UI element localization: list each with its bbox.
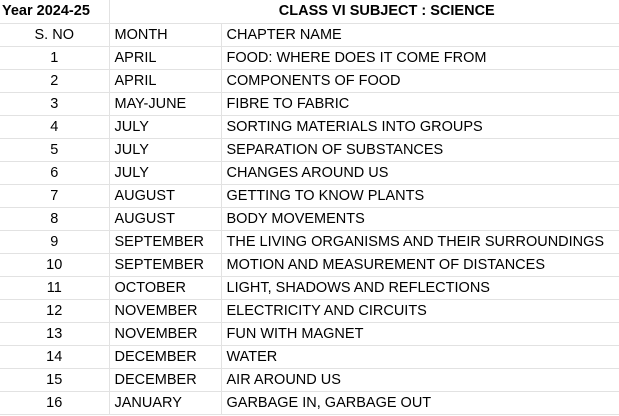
chapter-cell[interactable]: FUN WITH MAGNET <box>221 323 619 346</box>
sno-cell[interactable]: 11 <box>0 277 109 300</box>
table-row <box>0 323 619 346</box>
sno-cell[interactable]: 16 <box>0 392 109 415</box>
chapter-cell[interactable]: MOTION AND MEASUREMENT OF DISTANCES <box>221 254 619 277</box>
table-row <box>0 300 619 323</box>
sno-cell[interactable]: 2 <box>0 70 109 93</box>
month-cell[interactable]: JULY <box>109 139 221 162</box>
month-cell[interactable]: JULY <box>109 116 221 139</box>
chapter-cell[interactable]: AIR AROUND US <box>221 369 619 392</box>
month-cell[interactable]: APRIL <box>109 47 221 70</box>
chapter-cell[interactable]: SORTING MATERIALS INTO GROUPS <box>221 116 619 139</box>
column-header-chapter[interactable]: CHAPTER NAME <box>221 24 619 47</box>
column-header-sno[interactable]: S. NO <box>0 24 109 47</box>
sno-cell[interactable]: 4 <box>0 116 109 139</box>
chapter-cell[interactable]: THE LIVING ORGANISMS AND THEIR SURROUNDINGS <box>221 231 619 254</box>
sno-cell[interactable]: 5 <box>0 139 109 162</box>
month-cell[interactable]: MAY-JUNE <box>109 93 221 116</box>
month-cell[interactable]: DECEMBER <box>109 346 221 369</box>
chapter-cell[interactable]: BODY MOVEMENTS <box>221 208 619 231</box>
table-row <box>0 139 619 162</box>
table-row <box>0 369 619 392</box>
month-cell[interactable]: SEPTEMBER <box>109 231 221 254</box>
column-header-row <box>0 24 619 47</box>
month-cell[interactable]: AUGUST <box>109 208 221 231</box>
subject-title-cell[interactable]: CLASS VI SUBJECT : SCIENCE <box>109 0 619 24</box>
sno-cell[interactable]: 13 <box>0 323 109 346</box>
table-row <box>0 346 619 369</box>
month-cell[interactable]: JULY <box>109 162 221 185</box>
month-cell[interactable]: DECEMBER <box>109 369 221 392</box>
sno-cell[interactable]: 12 <box>0 300 109 323</box>
sno-cell[interactable]: 9 <box>0 231 109 254</box>
chapter-cell[interactable]: SEPARATION OF SUBSTANCES <box>221 139 619 162</box>
sno-cell[interactable]: 14 <box>0 346 109 369</box>
sno-cell[interactable]: 15 <box>0 369 109 392</box>
chapter-cell[interactable]: CHANGES AROUND US <box>221 162 619 185</box>
sno-cell[interactable]: 10 <box>0 254 109 277</box>
month-cell[interactable]: JANUARY <box>109 392 221 415</box>
month-cell[interactable]: AUGUST <box>109 185 221 208</box>
chapter-cell[interactable]: FIBRE TO FABRIC <box>221 93 619 116</box>
table-row <box>0 93 619 116</box>
month-cell[interactable]: APRIL <box>109 70 221 93</box>
chapter-cell[interactable]: GARBAGE IN, GARBAGE OUT <box>221 392 619 415</box>
table-row <box>0 208 619 231</box>
table-row <box>0 116 619 139</box>
sno-cell[interactable]: 6 <box>0 162 109 185</box>
table-row <box>0 277 619 300</box>
chapter-cell[interactable]: COMPONENTS OF FOOD <box>221 70 619 93</box>
sno-cell[interactable]: 1 <box>0 47 109 70</box>
sno-cell[interactable]: 8 <box>0 208 109 231</box>
chapter-cell[interactable]: ELECTRICITY AND CIRCUITS <box>221 300 619 323</box>
month-cell[interactable]: NOVEMBER <box>109 323 221 346</box>
title-row <box>0 0 619 24</box>
year-cell[interactable]: Year 2024-25 <box>0 0 109 24</box>
column-header-month[interactable]: MONTH <box>109 24 221 47</box>
chapter-cell[interactable]: WATER <box>221 346 619 369</box>
sno-cell[interactable]: 7 <box>0 185 109 208</box>
table-row <box>0 392 619 415</box>
month-cell[interactable]: NOVEMBER <box>109 300 221 323</box>
sno-cell[interactable]: 3 <box>0 93 109 116</box>
table-row <box>0 47 619 70</box>
table-row <box>0 185 619 208</box>
chapter-cell[interactable]: GETTING TO KNOW PLANTS <box>221 185 619 208</box>
month-cell[interactable]: OCTOBER <box>109 277 221 300</box>
chapter-cell[interactable]: FOOD: WHERE DOES IT COME FROM <box>221 47 619 70</box>
table-row <box>0 162 619 185</box>
table-row <box>0 70 619 93</box>
table-row <box>0 231 619 254</box>
table-row <box>0 254 619 277</box>
chapter-cell[interactable]: LIGHT, SHADOWS AND REFLECTIONS <box>221 277 619 300</box>
month-cell[interactable]: SEPTEMBER <box>109 254 221 277</box>
